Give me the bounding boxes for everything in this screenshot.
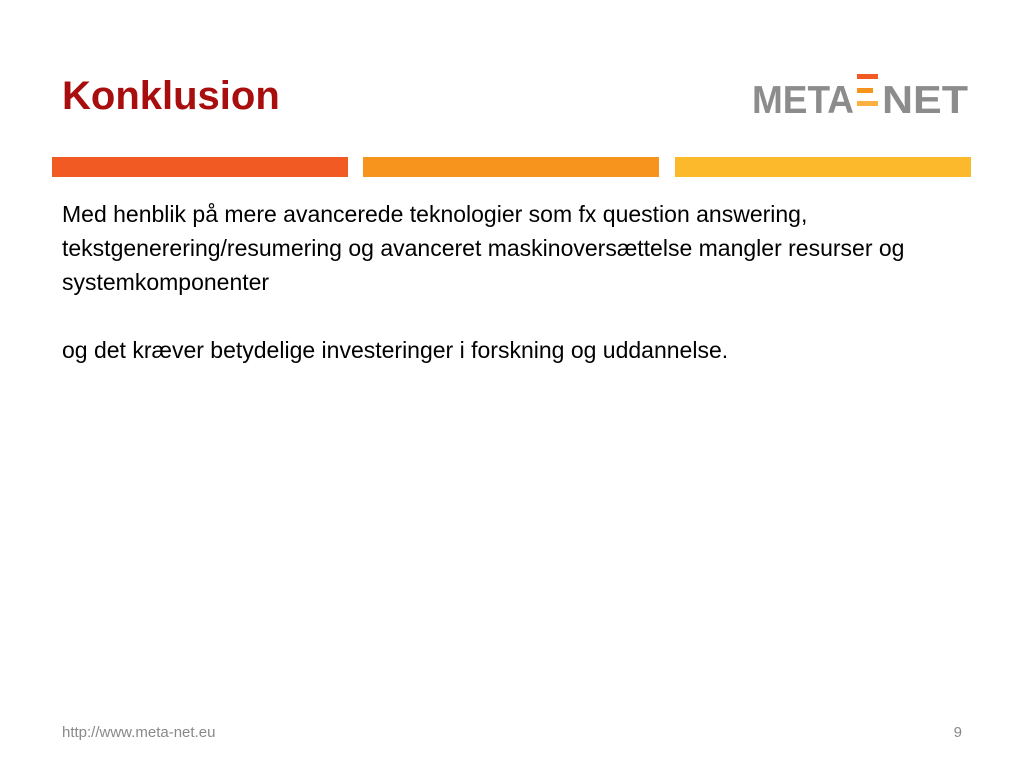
logo-stripe-bottom bbox=[857, 101, 878, 106]
footer-url: http://www.meta-net.eu bbox=[62, 724, 216, 741]
logo-text-net: NET bbox=[882, 79, 969, 118]
slide-title: Konklusion bbox=[62, 74, 280, 118]
logo-text-meta: META bbox=[752, 79, 854, 118]
accent-bar-2 bbox=[363, 157, 659, 177]
slide-body bbox=[62, 197, 942, 367]
body-paragraph-2: og det kræver betydelige investeringer i forskning og uddannelse. bbox=[62, 337, 729, 363]
logo-stripe-middle bbox=[857, 88, 873, 93]
accent-bar-3 bbox=[675, 157, 971, 177]
accent-bar-1 bbox=[52, 157, 348, 177]
page-number: 9 bbox=[953, 724, 962, 741]
body-paragraph-1: Med henblik på mere avancerede teknologier som fx question answering, tekstgenerering/resumering og avanceret maskinoversættelse mangler resurser og systemkomponenter bbox=[62, 201, 905, 295]
logo-stripe-top bbox=[857, 74, 878, 79]
meta-net-logo bbox=[752, 72, 970, 118]
